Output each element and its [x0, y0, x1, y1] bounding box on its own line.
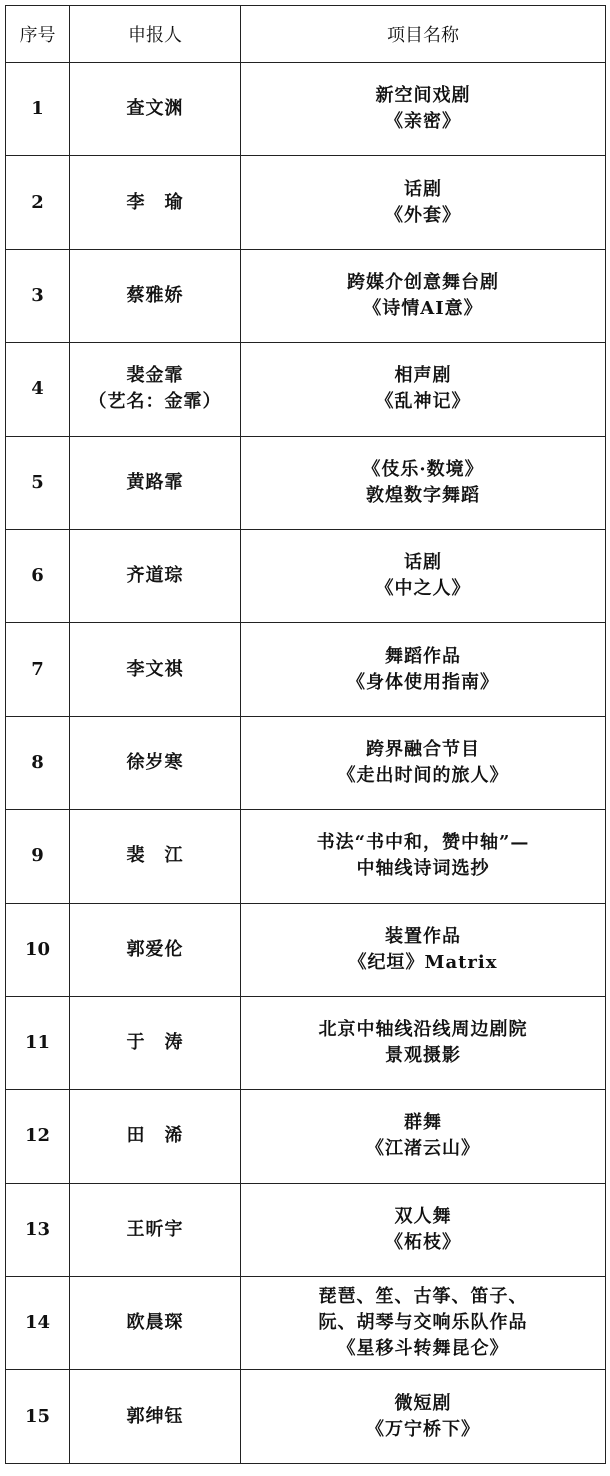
row-applicant — [70, 436, 241, 529]
project-line: 新空间戏剧 — [375, 85, 471, 107]
row-project — [241, 63, 606, 156]
row-seq: 5 — [6, 436, 70, 529]
row-seq: 3 — [6, 249, 70, 342]
row-seq: 6 — [6, 529, 70, 622]
project-line: 《身体使用指南》 — [347, 671, 499, 693]
applicant-line: 李 瑜 — [126, 191, 184, 213]
table-row — [6, 343, 606, 436]
row-project — [241, 903, 606, 996]
row-applicant — [70, 1277, 241, 1370]
row-seq: 14 — [6, 1277, 70, 1370]
project-line: 景观摄影 — [385, 1045, 461, 1067]
row-applicant — [70, 903, 241, 996]
project-line: 舞蹈作品 — [385, 645, 461, 667]
project-line: 话剧 — [404, 552, 442, 574]
table-row — [6, 1183, 606, 1276]
project-line: 《万宁桥下》 — [366, 1418, 480, 1440]
row-seq: 4 — [6, 343, 70, 436]
applicant-line: 郭爱伦 — [126, 938, 184, 960]
table-row — [6, 903, 606, 996]
project-line: 群舞 — [404, 1112, 442, 1134]
table-row — [6, 810, 606, 903]
project-line: 《乱神记》 — [375, 391, 471, 413]
row-project — [241, 716, 606, 809]
project-line: 《柘枝》 — [385, 1231, 461, 1253]
applicant-line: 查文渊 — [126, 98, 184, 120]
row-project — [241, 810, 606, 903]
row-project — [241, 1090, 606, 1183]
row-project — [241, 996, 606, 1089]
applicant-line: 蔡雅娇 — [126, 284, 184, 306]
project-line: 话剧 — [404, 178, 442, 200]
row-applicant — [70, 343, 241, 436]
project-line: 《星移斗转舞昆仑》 — [337, 1338, 509, 1360]
applicant-line: 郭绅钰 — [126, 1405, 184, 1427]
row-seq: 1 — [6, 63, 70, 156]
row-applicant — [70, 63, 241, 156]
row-seq: 13 — [6, 1183, 70, 1276]
project-line: 《中之人》 — [375, 578, 471, 600]
project-line: 《亲密》 — [385, 111, 461, 133]
table-row — [6, 156, 606, 249]
table-row — [6, 63, 606, 156]
project-line: 相声剧 — [394, 365, 452, 387]
applicant-line: （艺名：金霏） — [88, 391, 222, 413]
row-project — [241, 1277, 606, 1370]
row-project — [241, 249, 606, 342]
project-line: 《江渚云山》 — [366, 1138, 480, 1160]
header-seq: 序号 — [6, 6, 70, 63]
project-line: 阮、胡琴与交响乐队作品 — [318, 1312, 528, 1334]
row-project — [241, 623, 606, 716]
table-row — [6, 1277, 606, 1370]
row-applicant — [70, 249, 241, 342]
row-applicant — [70, 996, 241, 1089]
table-row — [6, 436, 606, 529]
project-line: 《外套》 — [385, 204, 461, 226]
project-table — [5, 5, 606, 1464]
header-applicant: 申报人 — [70, 6, 241, 63]
table-row — [6, 716, 606, 809]
project-line: 跨媒介创意舞台剧 — [347, 271, 499, 293]
project-line: 《纪垣》Matrix — [348, 951, 498, 973]
project-line: 琵琶、笙、古筝、笛子、 — [318, 1286, 528, 1308]
table-row — [6, 623, 606, 716]
table-row — [6, 1090, 606, 1183]
row-project — [241, 1370, 606, 1463]
project-line: 《诗情AI意》 — [363, 297, 483, 319]
project-line: 微短剧 — [394, 1392, 452, 1414]
row-applicant — [70, 1090, 241, 1183]
project-line: 装置作品 — [385, 925, 461, 947]
applicant-line: 裴 江 — [126, 845, 184, 867]
row-applicant — [70, 529, 241, 622]
row-seq: 9 — [6, 810, 70, 903]
applicant-line: 王昕宇 — [126, 1218, 184, 1240]
table-body — [6, 63, 606, 1464]
applicant-line: 李文祺 — [126, 658, 184, 680]
table-row — [6, 529, 606, 622]
project-line: 双人舞 — [394, 1205, 452, 1227]
project-line: 敦煌数字舞蹈 — [366, 484, 480, 506]
row-seq: 15 — [6, 1370, 70, 1463]
project-line: 跨界融合节目 — [366, 738, 480, 760]
row-seq: 12 — [6, 1090, 70, 1183]
row-applicant — [70, 156, 241, 249]
row-seq: 10 — [6, 903, 70, 996]
table-row — [6, 996, 606, 1089]
row-seq: 2 — [6, 156, 70, 249]
row-applicant — [70, 1183, 241, 1276]
row-project — [241, 343, 606, 436]
applicant-line: 田 浠 — [126, 1125, 184, 1147]
row-seq: 11 — [6, 996, 70, 1089]
row-project — [241, 156, 606, 249]
row-seq: 8 — [6, 716, 70, 809]
row-applicant — [70, 716, 241, 809]
row-seq: 7 — [6, 623, 70, 716]
row-project — [241, 436, 606, 529]
header-project: 项目名称 — [241, 6, 606, 63]
table-row — [6, 249, 606, 342]
applicant-line: 徐岁寒 — [126, 751, 184, 773]
project-line: 《伎乐·数境》 — [362, 458, 484, 480]
project-line: 北京中轴线沿线周边剧院 — [318, 1019, 528, 1041]
row-applicant — [70, 1370, 241, 1463]
applicant-line: 欧晨琛 — [126, 1312, 184, 1334]
row-project — [241, 1183, 606, 1276]
header-row — [6, 6, 606, 63]
project-line: 书法“书中和，赞中轴”— — [316, 832, 530, 854]
applicant-line: 于 涛 — [126, 1032, 184, 1054]
table-row — [6, 1370, 606, 1463]
applicant-line: 齐道琮 — [126, 565, 184, 587]
row-applicant — [70, 623, 241, 716]
row-applicant — [70, 810, 241, 903]
applicant-line: 黄路霏 — [126, 471, 184, 493]
applicant-line: 裴金霏 — [126, 365, 184, 387]
project-line: 《走出时间的旅人》 — [337, 764, 509, 786]
row-project — [241, 529, 606, 622]
project-line: 中轴线诗词选抄 — [356, 858, 490, 880]
